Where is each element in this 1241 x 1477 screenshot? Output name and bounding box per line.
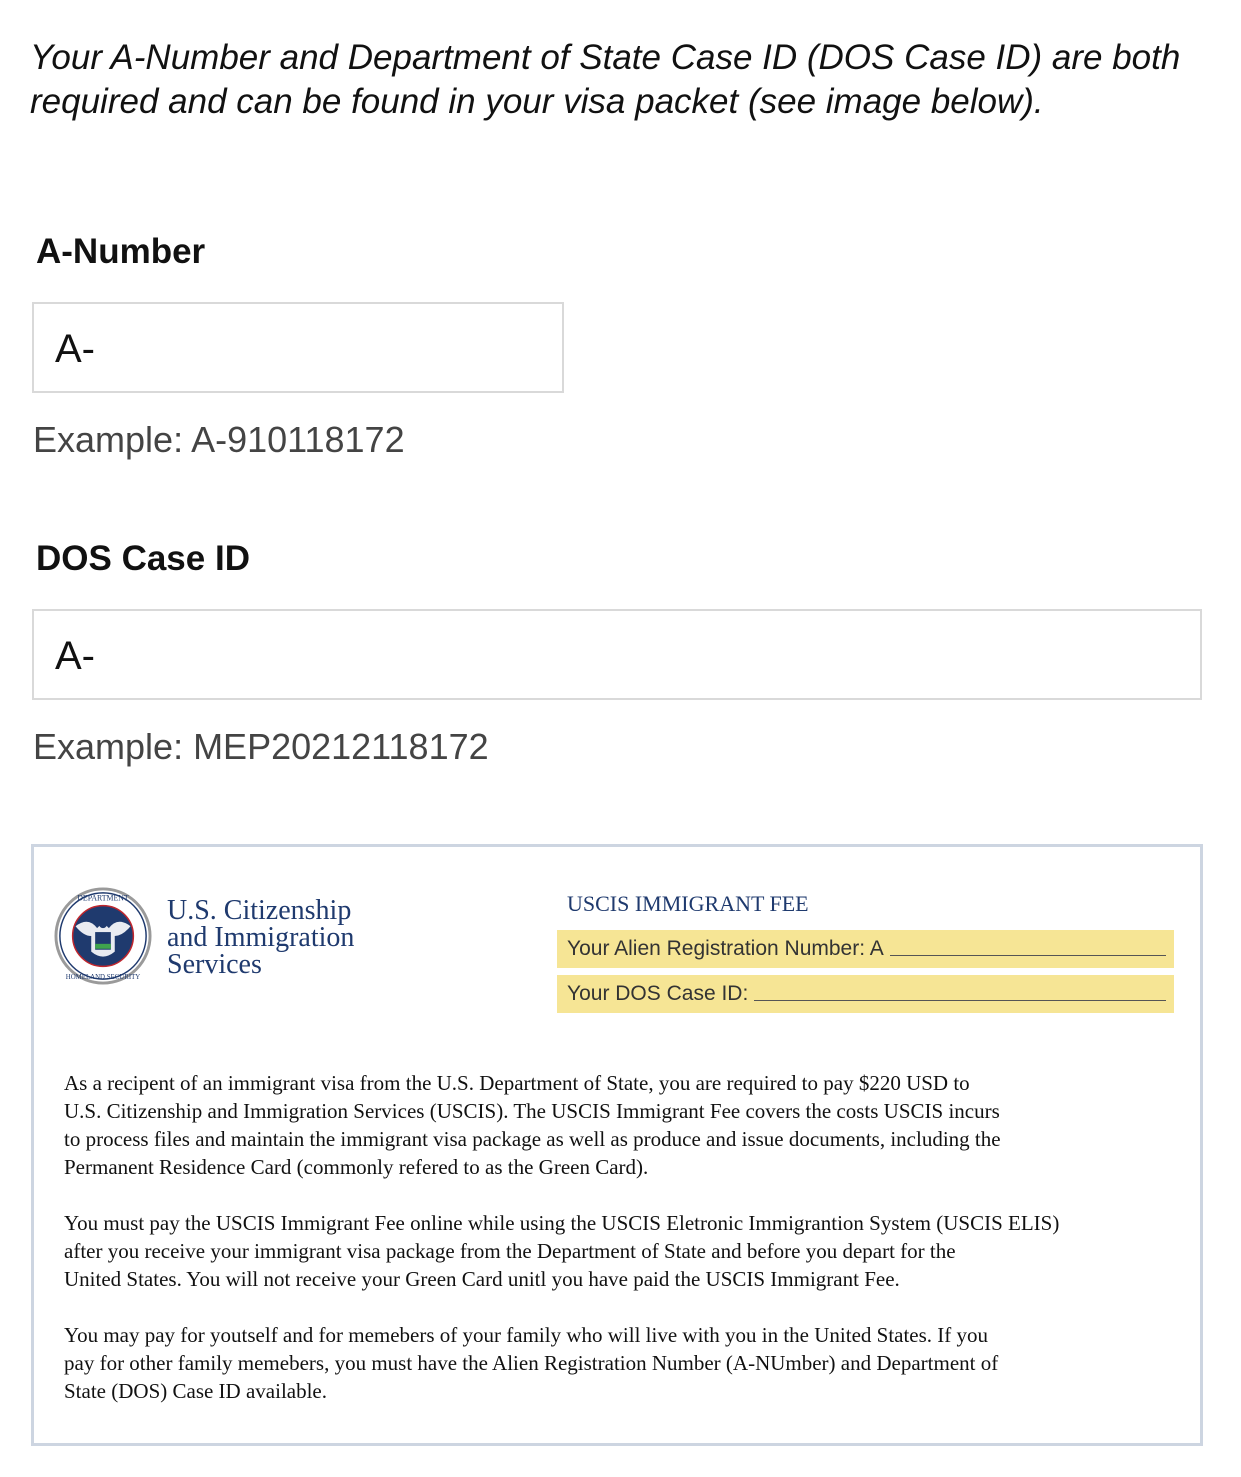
paragraph-line: State (DOS) Case ID available. <box>64 1379 328 1403</box>
dos-case-id-input[interactable]: A- <box>32 609 1202 700</box>
paragraph-line: You must pay the USCIS Immigrant Fee online while using the USCIS Eletronic Immigrantion System (USCIS ELIS) <box>64 1211 1060 1235</box>
paragraph-line: Permanent Residence Card (commonly refered to as the Green Card). <box>64 1155 649 1179</box>
dos-case-id-example: Example: MEP20212118172 <box>33 726 489 767</box>
logo-line: and Immigration <box>167 922 355 953</box>
paragraph-line: to process files and maintain the immigrant visa package as well as produce and issue documents, including the <box>64 1127 1001 1151</box>
dos-case-label: Your DOS Case ID: <box>567 982 749 1005</box>
dos-case-id-label: DOS Case ID <box>36 539 250 578</box>
dhs-seal-icon <box>54 887 152 985</box>
paragraph-line: after you receive your immigrant visa package from the Department of State and before you depart for the <box>64 1239 956 1263</box>
paragraph-line: pay for other family memebers, you must have the Alien Registration Number (A-NUmber) and Department of <box>64 1351 999 1375</box>
instructions-text: Your A-Number and Department of State Case ID (DOS Case ID) are both required and can be found in your visa packet (see image below). <box>30 38 1181 121</box>
visa-packet-image <box>31 844 1203 1446</box>
uscis-logo-text <box>167 897 354 978</box>
a-number-example: Example: A-910118172 <box>33 419 405 460</box>
paragraph-line: You may pay for youtself and for memebers of your family who will live with you in the United States. If you <box>64 1323 989 1347</box>
fee-title: USCIS IMMIGRANT FEE <box>567 891 809 916</box>
svg-text:HOMELAND SECURITY: HOMELAND SECURITY <box>65 974 141 982</box>
dos-case-id-field <box>557 975 1174 1013</box>
paragraph-line: United States. You will not receive your Green Card unitl you have paid the USCIS Immigrant Fee. <box>64 1267 900 1291</box>
paragraph-line: As a recipent of an immigrant visa from the U.S. Department of State, you are required to pay $220 USD to <box>64 1071 970 1095</box>
logo-line: U.S. Citizenship <box>167 895 352 926</box>
paragraph-line: U.S. Citizenship and Immigration Services (USCIS). The USCIS Immigrant Fee covers the costs USCIS incurs <box>64 1099 1000 1123</box>
logo-line: Services <box>167 949 262 980</box>
alien-number-field <box>557 930 1174 968</box>
paragraph-fee-info <box>64 1069 1184 1181</box>
a-number-label: A-Number <box>36 232 206 271</box>
paragraph-payment-timing <box>64 1209 1184 1293</box>
alien-number-label: Your Alien Registration Number: A <box>567 937 884 960</box>
paragraph-family-payment <box>64 1321 1184 1405</box>
svg-text:DEPARTMENT: DEPARTMENT <box>77 893 129 903</box>
a-number-input[interactable]: A- <box>32 302 564 393</box>
